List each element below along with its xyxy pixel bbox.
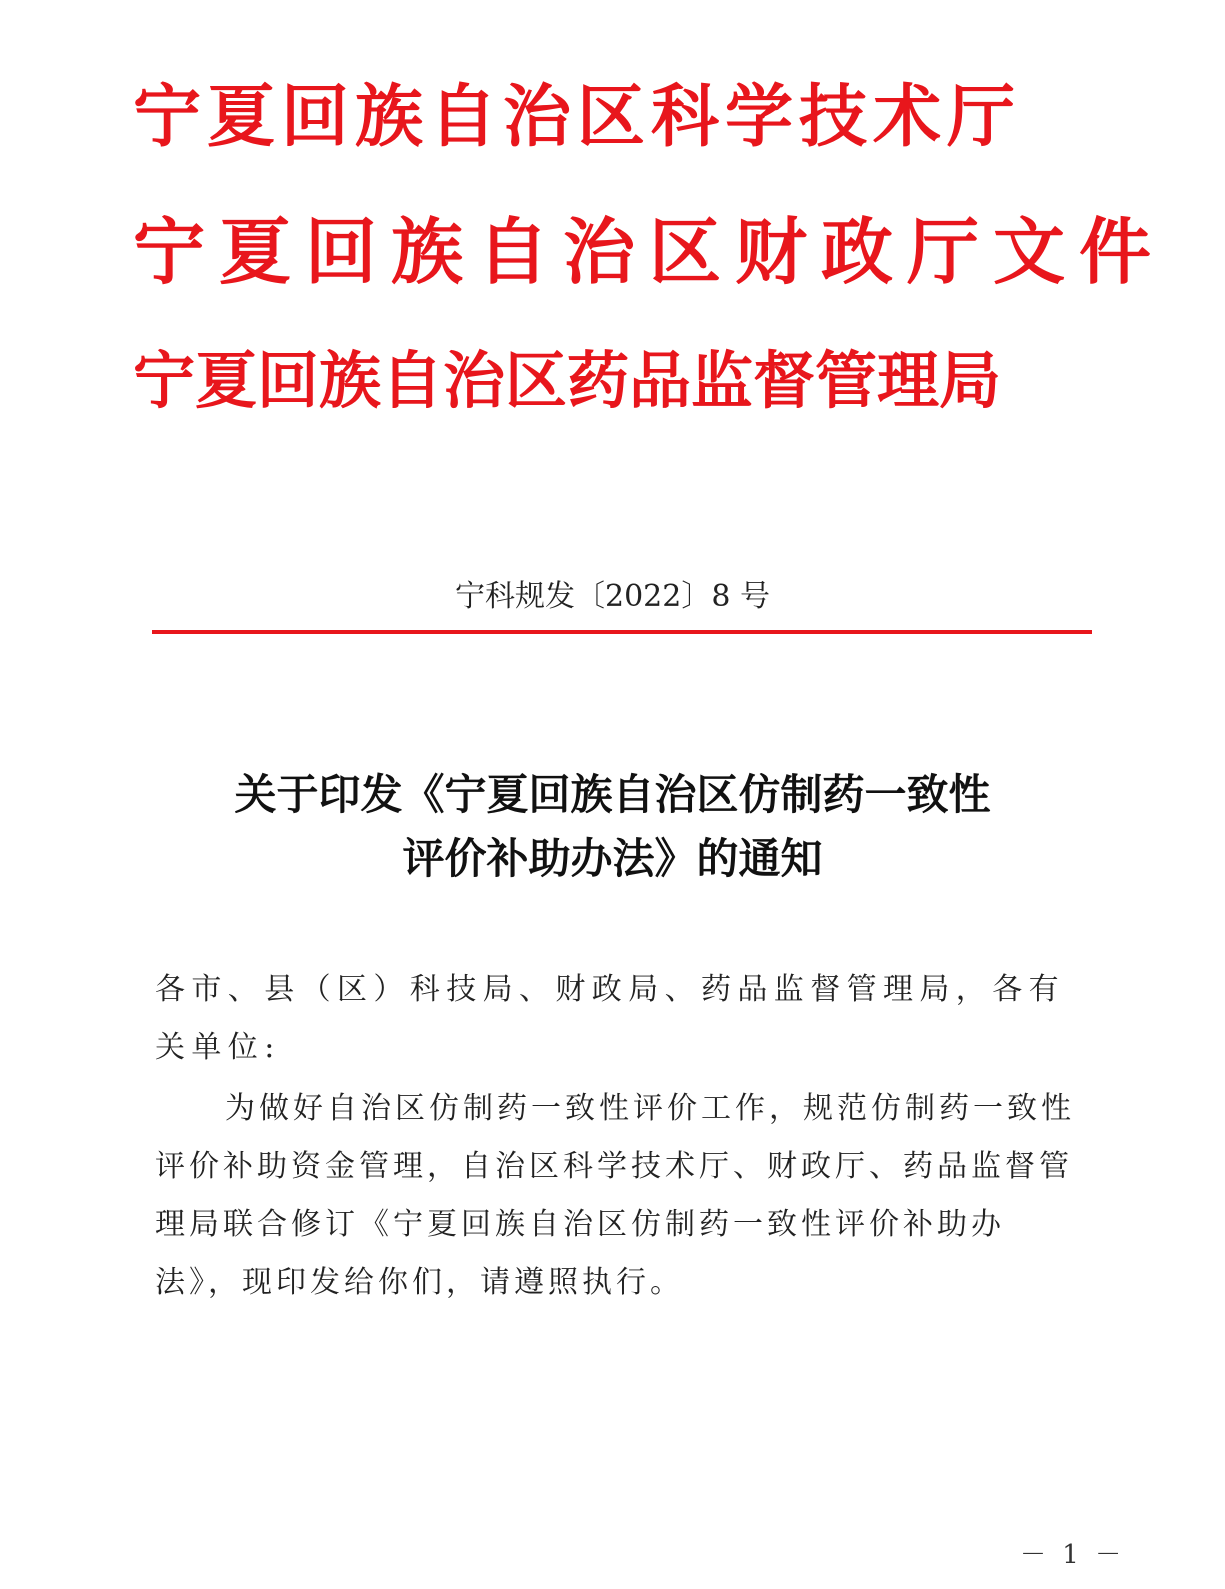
salutation: 各市、县（区）科技局、财政局、药品监督管理局，各有关单位:: [155, 972, 1065, 1065]
document-title: [0, 763, 1225, 891]
issuer-header-line-2: 宁夏回族自治区财政厅文件: [133, 209, 1166, 294]
red-divider-line: [152, 630, 1092, 634]
issuer-header-line-1: 宁夏回族自治区科学技术厅: [133, 77, 1022, 157]
issuer-header-line-3: 宁夏回族自治区药品监督管理局: [133, 344, 1002, 417]
page-number: － 1 －: [1020, 1540, 1126, 1570]
body-paragraph: 为做好自治区仿制药一致性评价工作，规范仿制药一致性评价补助资金管理，自治区科学技术厅、财政厅、药品监督管理局联合修订《宁夏回族自治区仿制药一致性评价补助办法》，现印发给你们，请遵照执行。: [155, 1091, 1075, 1300]
document-title-line-2: 评价补助办法》的通知: [402, 834, 823, 883]
document-number: 宁科规发〔2022〕8 号: [455, 579, 770, 614]
document-title-line-1: 关于印发《宁夏回族自治区仿制药一致性: [234, 770, 991, 819]
